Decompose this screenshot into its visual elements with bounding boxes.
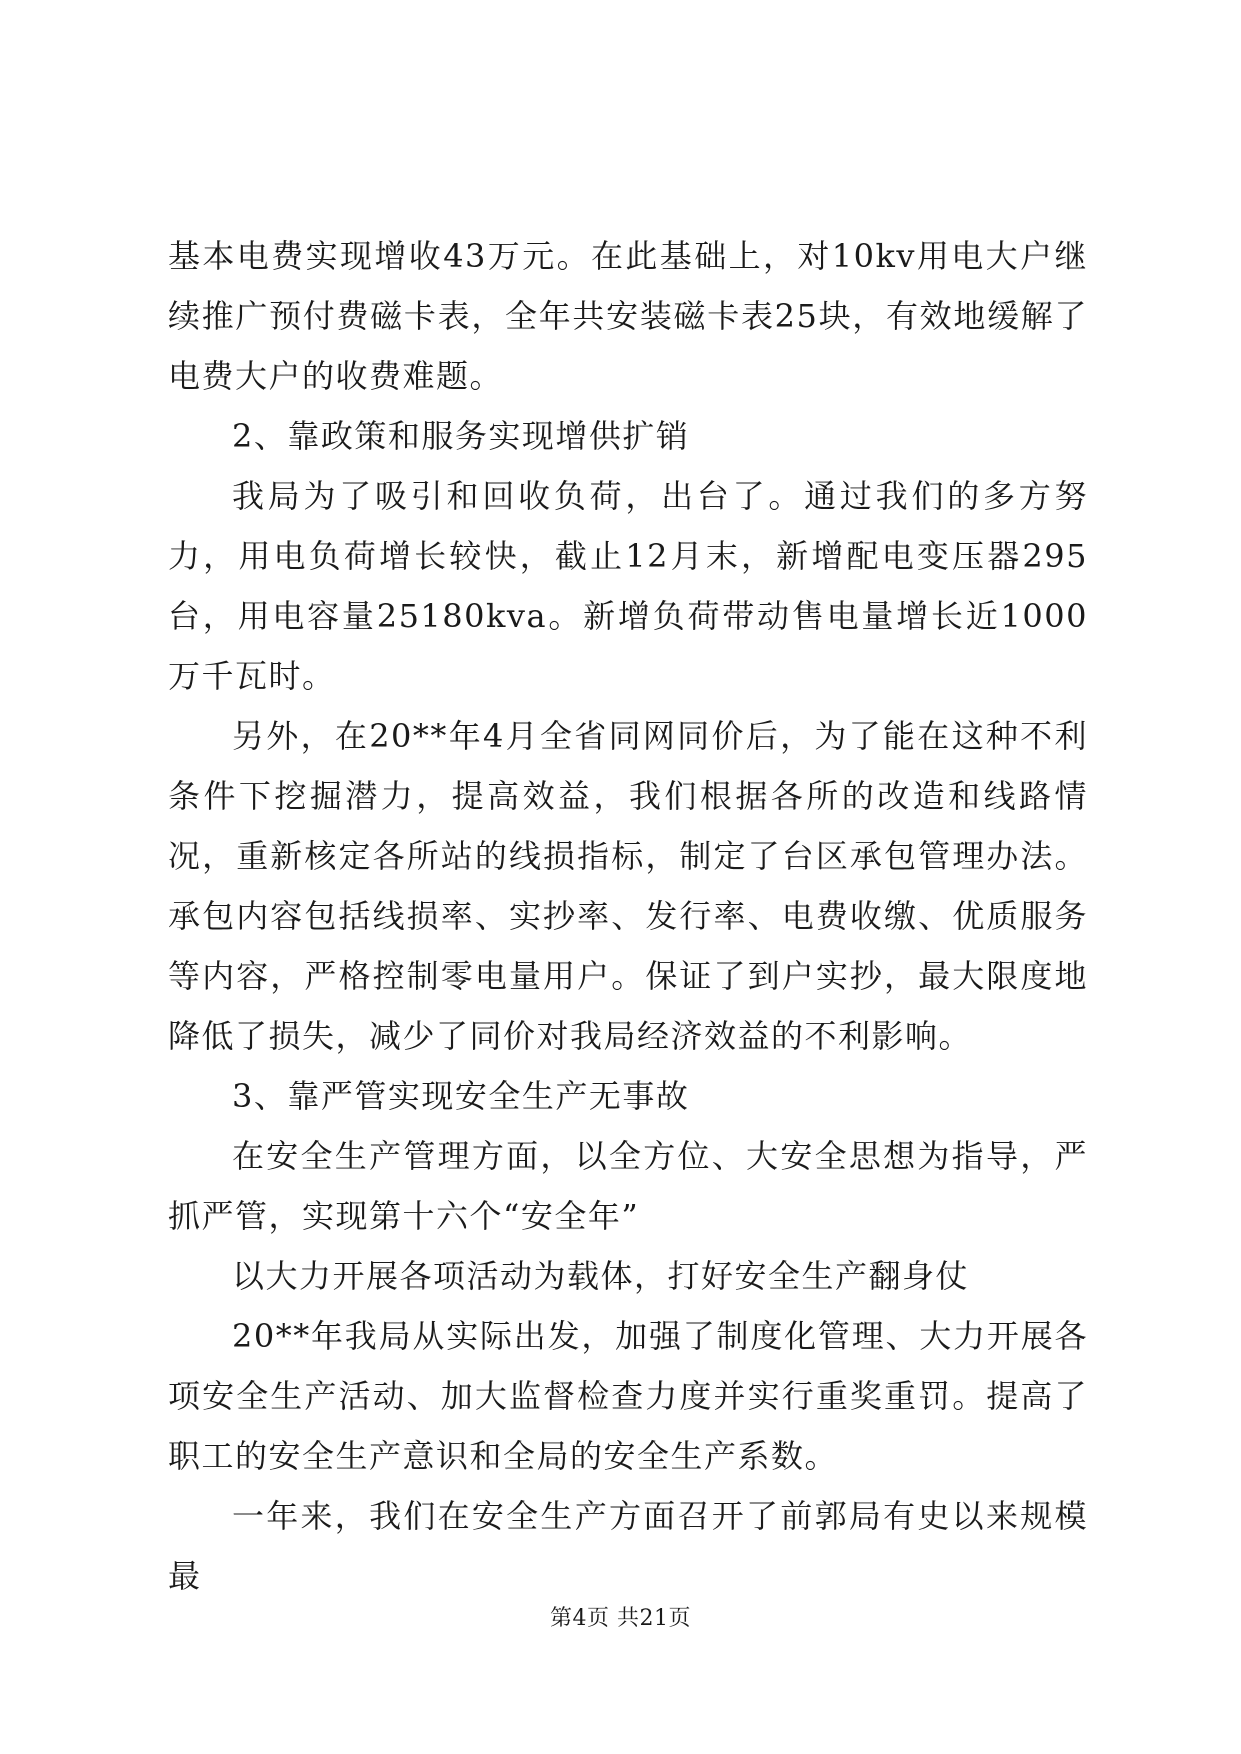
paragraph-9: 一年来，我们在安全生产方面召开了前郭局有史以来规模最 [168, 1497, 1088, 1595]
section-heading-3: 3、靠严管实现安全生产无事故 [232, 1077, 690, 1115]
page-number-footer: 第4页 共21页 [550, 1606, 691, 1631]
paragraph-7: 以大力开展各项活动为载体，打好安全生产翻身仗 [232, 1257, 970, 1295]
document-body [168, 226, 1088, 1606]
paragraph-6: 在安全生产管理方面，以全方位、大安全思想为指导，严抓严管，实现第十六个“安全年” [168, 1137, 1088, 1235]
paragraph-8: 20**年我局从实际出发，加强了制度化管理、大力开展各项安全生产活动、加大监督检查力度并实行重奖重罚。提高了职工的安全生产意识和全局的安全生产系数。 [168, 1317, 1088, 1475]
paragraph-1: 基本电费实现增收43万元。在此基础上，对10kv用电大户继续推广预付费磁卡表，全年共安装磁卡表25块，有效地缓解了电费大户的收费难题。 [168, 237, 1088, 395]
section-heading-2: 2、靠政策和服务实现增供扩销 [232, 417, 690, 455]
paragraph-3: 我局为了吸引和回收负荷，出台了。通过我们的多方努力，用电负荷增长较快，截止12月末，新增配电变压器295台，用电容量25180kva。新增负荷带动售电量增长近1000万千瓦时。 [168, 477, 1088, 695]
paragraph-4: 另外，在20**年4月全省同网同价后，为了能在这种不利条件下挖掘潜力，提高效益，我们根据各所的改造和线路情况，重新核定各所站的线损指标，制定了台区承包管理办法。承包内容包括线损率、实抄率、发行率、电费收缴、优质服务等内容，严格控制零电量用户。保证了到户实抄，最大限度地降低了损失，减少了同价对我局经济效益的不利影响。 [168, 717, 1088, 1055]
